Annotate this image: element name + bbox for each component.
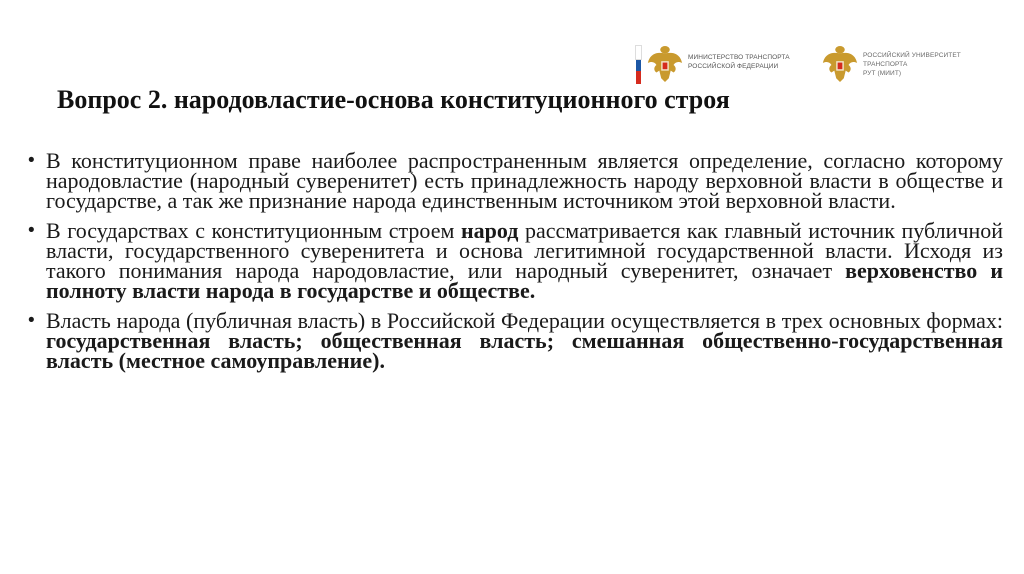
- ministry-name-line1: МИНИСТЕРСТВО ТРАНСПОРТА: [688, 54, 790, 61]
- bullet-list: [24, 148, 1004, 381]
- university-name-line2: ТРАНСПОРТА: [863, 61, 908, 68]
- bullet-text: рассматривается как главный источник публичной власти, государственного суверенитета и основа легитимной государственной власти. Исходя из такого понимания народа народовластие, или народный суверенитет, означает: [46, 218, 1003, 283]
- university-name: [863, 51, 973, 78]
- bullet-marker: •: [28, 150, 35, 171]
- bullet-item: [24, 148, 1003, 213]
- ministry-name-line2: РОССИЙСКОЙ ФЕДЕРАЦИИ: [688, 63, 779, 70]
- bullet-item: [24, 218, 1004, 303]
- slide-title: Вопрос 2. народовластие-основа конституционного строя: [57, 85, 730, 114]
- university-name-line1: РОССИЙСКИЙ УНИВЕРСИТЕТ: [863, 52, 961, 59]
- header-logos: [636, 40, 976, 86]
- bullet-text-bold: государственная власть; общественная власть; смешанная общественно-государственная власть (местное самоуправление).: [46, 328, 1003, 373]
- bullet-text: В конституционном праве наиболее распространенным является определение, согласно которому народовластие (народный суверенитет) есть принадлежность народу верховной власти в обществе и государстве, а так же признание народа единственным источником этой верховной власти.: [46, 148, 1003, 213]
- bullet-marker: •: [28, 310, 35, 331]
- bullet-text: В государствах с конституционным строем: [46, 218, 461, 243]
- university-abbrev: РУТ (МИИТ): [863, 70, 902, 77]
- bullet-text-bold: народ: [461, 218, 519, 243]
- bullet-marker: •: [28, 220, 35, 241]
- ministry-name: [688, 53, 798, 71]
- bullet-item: [24, 308, 1003, 373]
- bullet-text: Власть народа (публичная власть) в Российской Федерации осуществляется в трех основных формах:: [46, 308, 1003, 333]
- university-eagle-icon: [821, 44, 859, 84]
- russian-flag-icon: [636, 46, 641, 84]
- bullet-text-bold: верховенство и полноту власти народа в государстве и обществе.: [46, 258, 1004, 303]
- double-headed-eagle-icon: [646, 44, 684, 84]
